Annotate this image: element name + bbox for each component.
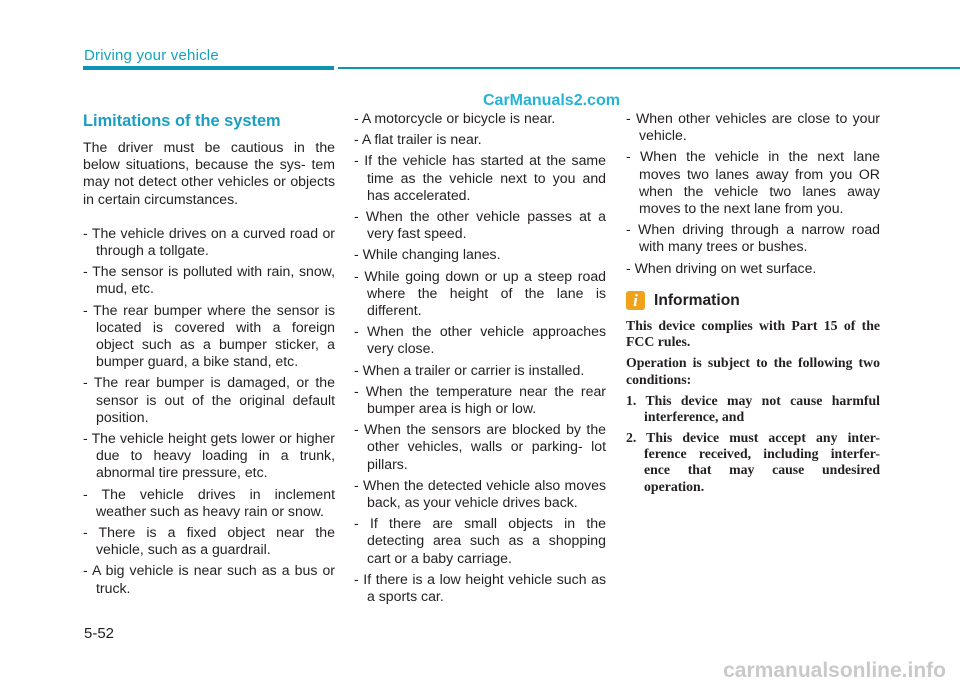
- site-watermark: CarManuals2.com: [483, 92, 620, 109]
- list-item: - When a trailer or carrier is installed.: [354, 361, 585, 378]
- section-heading: Limitations of the system: [83, 112, 281, 130]
- list-item: - The vehicle drives in inclement weather such as heavy rain or snow.: [83, 485, 335, 519]
- column-1: [83, 112, 335, 601]
- information-body: [626, 318, 880, 495]
- list-item: - When the vehicle in the next lane moves two lanes away from you OR when the vehicle two lanes away moves to the next lane from you.: [626, 148, 880, 217]
- list-item: - The vehicle drives on a curved road or through a tollgate.: [83, 224, 335, 259]
- condition-item: 2. This device must accept any inter- ference received, including interfer- ence that may cause undesired operation.: [626, 429, 880, 494]
- page-number: 5-52: [84, 625, 115, 642]
- section-title: Driving your vehicle: [84, 47, 219, 64]
- list-item: - A big vehicle is near such as a bus or truck.: [83, 562, 335, 596]
- conditions-intro: Operation is subject to the following two conditions:: [626, 355, 880, 387]
- information-icon: i: [626, 291, 645, 310]
- column-2: [354, 110, 606, 609]
- list-item: - While going down or up a steep road where the height of the lane is different.: [354, 267, 606, 319]
- information-title: Information: [654, 291, 740, 309]
- list-item: - While changing lanes.: [354, 246, 501, 263]
- intro-paragraph: The driver must be cautious in the below situations, because the sys- tem may not detect other vehicles or objects in certain circumstances.: [83, 139, 335, 207]
- list-item: - When the other vehicle passes at a very fast speed.: [354, 208, 606, 242]
- list-item: - When the detected vehicle also moves back, as your vehicle drives back.: [354, 476, 606, 511]
- column-3: [626, 110, 880, 499]
- footer-watermark: carmanualsonline.info: [723, 659, 946, 682]
- list-item: - There is a fixed object near the vehicle, such as a guardrail.: [83, 524, 335, 558]
- limitations-list: [83, 225, 335, 597]
- list-item: - When driving through a narrow road with many trees or bushes.: [626, 221, 880, 255]
- list-item: - When the other vehicle approaches very close.: [354, 323, 606, 357]
- list-item: - The rear bumper where the sensor is located is covered with a foreign object such as a bumper sticker, a bumper guard, a bike stand, etc.: [83, 301, 335, 370]
- fcc-statement: This device complies with Part 15 of the FCC rules.: [626, 317, 880, 350]
- header-rule-thin: [338, 67, 960, 69]
- list-item: - When driving on wet surface.: [626, 259, 817, 276]
- header-rule-thick: [83, 66, 334, 70]
- limitations-list-end: [626, 110, 880, 277]
- list-item: - The rear bumper is damaged, or the sensor is out of the original default position.: [83, 374, 335, 425]
- list-item: - When the sensors are blocked by the other vehicles, walls or parking- lot pillars.: [354, 421, 606, 472]
- list-item: - If the vehicle has started at the same time as the vehicle next to you and has accelerated.: [354, 152, 606, 203]
- list-item: - The vehicle height gets lower or higher due to heavy loading in a trunk, abnormal tire pressure, etc.: [83, 430, 335, 481]
- list-item: - When other vehicles are close to your vehicle.: [626, 110, 880, 144]
- condition-item: 1. This device may not cause harmful interference, and: [626, 393, 880, 425]
- limitations-list-continued: [354, 110, 606, 605]
- information-header: [626, 291, 880, 310]
- conditions-list: [626, 393, 880, 495]
- list-item: - The sensor is polluted with rain, snow, mud, etc.: [83, 263, 335, 297]
- list-item: - A flat trailer is near.: [354, 131, 482, 148]
- list-item: - A motorcycle or bicycle is near.: [354, 110, 556, 126]
- list-item: - When the temperature near the rear bumper area is high or low.: [354, 382, 606, 417]
- list-item: - If there are small objects in the detecting area such as a shopping cart or a baby carriage.: [354, 515, 606, 566]
- list-item: - If there is a low height vehicle such as a sports car.: [354, 570, 606, 605]
